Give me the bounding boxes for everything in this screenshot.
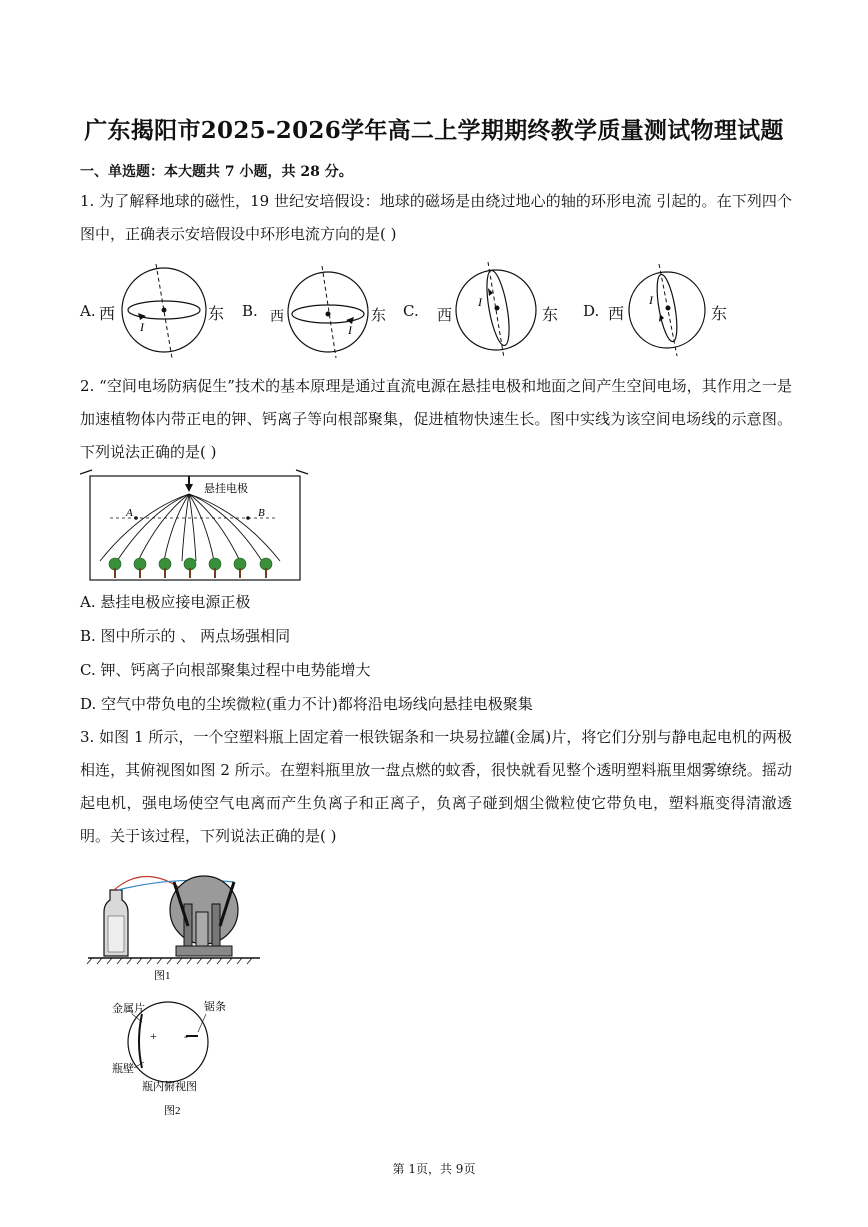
option-d-current: I — [649, 293, 653, 307]
option-a-letter: A. — [80, 302, 96, 320]
option-b-east: 东 — [371, 306, 387, 324]
option-d-letter: D. — [583, 302, 600, 320]
option-b-west: 西 — [270, 309, 284, 325]
option-b-letter: B. — [242, 302, 258, 320]
figure-2-top-view — [106, 996, 236, 1122]
option-c-current: I — [478, 295, 482, 309]
fig2-caption: 图2 — [164, 1105, 181, 1117]
option-a-west: 西 — [99, 304, 116, 323]
electrode-label: 悬挂电极 — [204, 483, 248, 495]
fig1-caption: 图1 — [154, 970, 171, 982]
question-3-text: 3. 如图 1 所示，一个空塑料瓶上固定着一根铁锯条和一块易拉罐(金属)片，将它们分别与静电起电机的两极相连，其俯视图如图 2 所示。在塑料瓶里放一盘点燃的蚊香，很快就看见整个透明塑料瓶里烟雾缭绕。摇动起电机，强电场使空气电离而产生负离子和正离子，负离子碰到烟尘微粒使它带负电，塑料瓶变得清澈透明。关于该过程，下列说法正确的是( ) — [80, 728, 792, 845]
globe-diagram-a — [116, 260, 210, 360]
point-a-label: A — [126, 507, 133, 519]
point-b-label: B — [258, 507, 265, 519]
globe-diagram-b — [284, 264, 372, 360]
q2-option-d: D. 空气中带负电的尘埃微粒(重力不计)都将沿电场线向悬挂电极聚集 — [80, 695, 533, 713]
section-heading: 一、单选题：本大题共 7 小题，共 28 分。 — [80, 164, 353, 180]
fig2-saw-label: 锯条 — [204, 1001, 226, 1013]
figure-1-electrostatic-machine — [84, 862, 264, 984]
option-d-west: 西 — [608, 304, 625, 323]
option-c-letter: C. — [403, 302, 419, 320]
question-1-options — [80, 260, 800, 360]
option-c-west: 西 — [437, 306, 453, 324]
question-2-text: 2. “空间电场防病促生”技术的基本原理是通过直流电源在悬挂电极和地面之间产生空间电场，其作用之一是加速植物体内带正电的钾、钙离子等向根部聚集，促进植物快速生长。图中实线为该空间电场线的示意图。下列说法正确的是( ) — [80, 377, 792, 461]
fig2-metal-label: 金属片 — [112, 1003, 145, 1015]
option-b-current: I — [348, 323, 352, 337]
page-title: 广东揭阳市2025-2026学年高二上学期期终教学质量测试物理试题 — [84, 117, 784, 144]
option-c-east: 东 — [542, 305, 559, 324]
page-footer: 第 1页，共 9页 — [392, 1162, 476, 1176]
fig2-plus: + — [150, 1029, 157, 1043]
fig2-bottle-label: 瓶壁 — [112, 1063, 134, 1075]
question-1-text: 1. 为了解释地球的磁性，19 世纪安培假设：地球的磁场是由绕过地心的轴的环形电流 引起的。在下列四个图中，正确表示安培假设中环形电流方向的是( ) — [80, 192, 792, 243]
globe-diagram-d — [625, 262, 711, 358]
q2-option-a: A. 悬挂电极应接电源正极 — [80, 593, 251, 611]
fig2-view-caption: 瓶内俯视图 — [142, 1081, 197, 1093]
option-a-east: 东 — [208, 304, 225, 323]
option-a-current: I — [140, 320, 144, 334]
option-d-east: 东 — [711, 304, 728, 323]
q2-option-b: B. 图中所示的 、 两点场强相同 — [80, 627, 291, 645]
electric-field-diagram — [80, 466, 312, 584]
globe-diagram-c — [452, 260, 542, 360]
q2-option-c: C. 钾、钙离子向根部聚集过程中电势能增大 — [80, 661, 371, 679]
fig2-minus: - — [184, 1029, 188, 1043]
